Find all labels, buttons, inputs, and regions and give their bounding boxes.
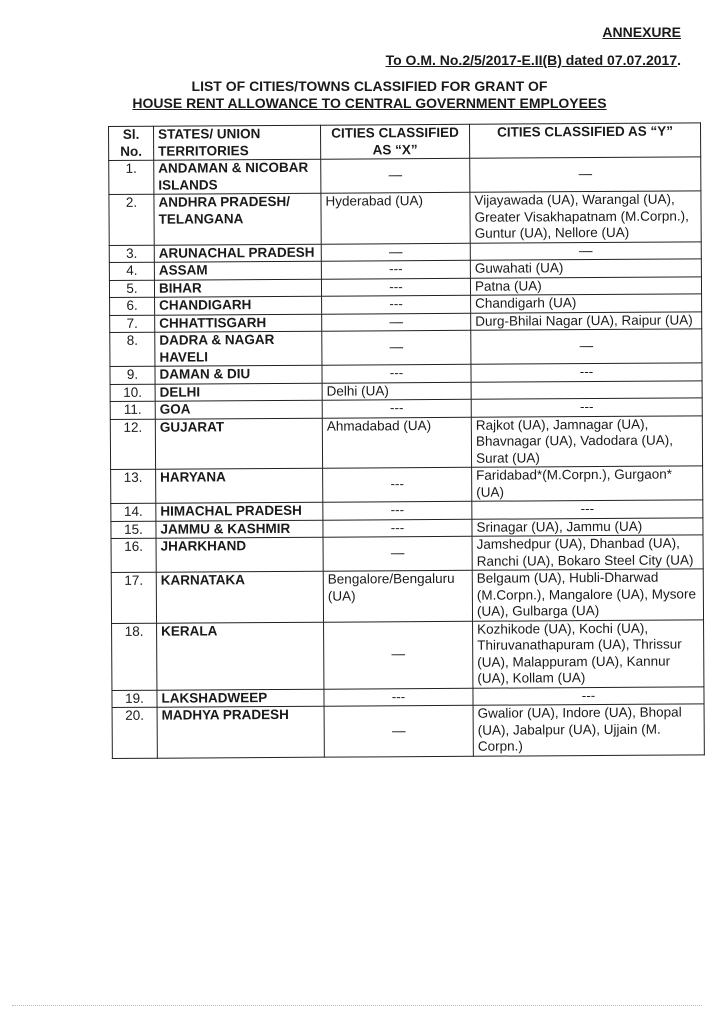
- row-cities-y: Durg-Bhilai Nagar (UA), Raipur (UA): [471, 311, 702, 330]
- row-cities-x: ---: [324, 688, 473, 706]
- row-state: ARUNACHAL PRADESH: [154, 244, 321, 263]
- table-row: [112, 704, 704, 758]
- annexure-label: ANNEXURE: [602, 24, 681, 40]
- reference-line: To O.M. No.2/5/2017-E.II(B) dated 07.07.2017.: [385, 52, 681, 68]
- row-state: LAKSHADWEEP: [157, 689, 324, 708]
- row-sl-no: 6.: [110, 297, 155, 315]
- row-state: ANDHRA PRADESH/ TELANGANA: [154, 193, 321, 245]
- row-sl-no: 8.: [110, 332, 155, 366]
- document-title: [10, 78, 719, 112]
- table-row: [111, 569, 703, 623]
- row-sl-no: 20.: [112, 707, 157, 758]
- row-cities-x: —: [324, 705, 473, 756]
- header-sl-no: Sl. No.: [109, 126, 154, 160]
- row-cities-y: Jamshedpur (UA), Dhanbad (UA), Ranchi (UA), Bokaro Steel City (UA): [472, 535, 703, 570]
- table-row: [110, 329, 702, 367]
- row-sl-no: 17.: [111, 572, 156, 623]
- row-state: CHHATTISGARH: [155, 314, 322, 333]
- table-row: [111, 535, 703, 573]
- table-row: [109, 157, 701, 195]
- row-cities-x: Hyderabad (UA): [321, 192, 470, 243]
- title-line-1: LIST OF CITIES/TOWNS CLASSIFIED FOR GRANT OF: [191, 78, 548, 94]
- row-cities-x: ---: [322, 364, 471, 382]
- row-cities-y: Vijayawada (UA), Warangal (UA), Greater Visakhapatnam (M.Corpn.), Guntur (UA), Nellore (UA): [470, 191, 701, 243]
- row-sl-no: 7.: [110, 315, 155, 333]
- row-cities-y: Belgaum (UA), Hubli-Dharwad (M.Corpn.), Mangalore (UA), Mysore (UA), Gulbarga (UA): [472, 569, 703, 621]
- title-line-2: HOUSE RENT ALLOWANCE TO CENTRAL GOVERNMENT EMPLOYEES: [132, 95, 607, 111]
- row-state: HARYANA: [156, 468, 323, 503]
- row-state: DAMAN & DIU: [155, 365, 322, 384]
- row-cities-y: —: [470, 241, 701, 260]
- row-cities-y: Kozhikode (UA), Kochi (UA), Thiruvanathapuram (UA), Thrissur (UA), Malappuram (UA), Kannur (UA), Kollam (UA): [473, 619, 704, 687]
- row-cities-x: —: [321, 158, 470, 193]
- row-cities-y: ---: [473, 686, 704, 705]
- row-cities-x: —: [323, 536, 472, 571]
- row-sl-no: 10.: [110, 384, 155, 402]
- reference-text: To O.M. No.2/5/2017-E.II(B) dated 07.07.2017: [385, 52, 678, 68]
- row-state: GOA: [155, 400, 322, 419]
- row-cities-x: ---: [322, 295, 471, 313]
- row-sl-no: 1.: [109, 160, 154, 194]
- row-sl-no: 11.: [110, 401, 155, 419]
- row-sl-no: 9.: [110, 366, 155, 384]
- row-cities-y: —: [470, 157, 701, 192]
- row-state: GUJARAT: [155, 418, 322, 470]
- row-state: BIHAR: [154, 279, 321, 298]
- row-state: ASSAM: [154, 261, 321, 280]
- hra-city-table: [108, 122, 705, 758]
- row-sl-no: 13.: [111, 469, 156, 503]
- table-row: [112, 619, 704, 690]
- table-row: [111, 466, 703, 504]
- row-cities-y: Rajkot (UA), Jamnagar (UA), Bhavnagar (UA), Vadodara (UA), Surat (UA): [471, 415, 702, 467]
- row-sl-no: 5.: [109, 280, 154, 298]
- row-sl-no: 19.: [112, 690, 157, 708]
- row-cities-y: Guwahati (UA): [470, 259, 701, 278]
- row-sl-no: 16.: [111, 538, 156, 572]
- table-header-row: [109, 123, 701, 161]
- row-cities-y: Patna (UA): [470, 276, 701, 295]
- row-cities-x: Delhi (UA): [322, 382, 471, 400]
- row-cities-x: Ahmadabad (UA): [322, 417, 471, 468]
- row-cities-y: Gwalior (UA), Indore (UA), Bhopal (UA), Jabalpur (UA), Ujjain (M. Corpn.): [473, 704, 704, 756]
- row-state: ANDAMAN & NICOBAR ISLANDS: [154, 159, 321, 194]
- row-cities-x: ---: [323, 467, 472, 502]
- row-cities-x: ---: [323, 501, 472, 519]
- header-states: STATES/ UNION TERRITORIES: [154, 125, 321, 160]
- row-sl-no: 3.: [109, 245, 154, 263]
- row-cities-y: Faridabad*(M.Corpn.), Gurgaon*(UA): [472, 466, 703, 501]
- row-state: MADHYA PRADESH: [157, 706, 324, 758]
- row-cities-y: [471, 380, 702, 399]
- row-state: CHANDIGARH: [155, 296, 322, 315]
- row-state: HIMACHAL PRADESH: [156, 502, 323, 521]
- row-sl-no: 4.: [109, 262, 154, 280]
- row-state: JAMMU & KASHMIR: [156, 520, 323, 539]
- row-state: DADRA & NAGAR HAVELI: [155, 331, 322, 366]
- row-cities-x: ---: [323, 519, 472, 537]
- row-cities-y: ---: [471, 363, 702, 382]
- row-cities-y: —: [471, 329, 702, 364]
- table-row: [110, 415, 702, 469]
- row-cities-y: ---: [471, 398, 702, 417]
- row-cities-x: —: [322, 313, 471, 331]
- row-cities-x: —: [322, 330, 471, 365]
- header-cities-x: CITIES CLASSIFIED AS “X”: [320, 124, 469, 159]
- row-cities-x: Bengalore/Bengaluru (UA): [323, 570, 472, 621]
- row-sl-no: 15.: [111, 521, 156, 539]
- row-sl-no: 14.: [111, 503, 156, 521]
- hra-table-wrapper: [108, 122, 698, 758]
- row-cities-y: Srinagar (UA), Jammu (UA): [472, 517, 703, 536]
- row-cities-y: Chandigarh (UA): [471, 294, 702, 313]
- row-sl-no: 12.: [110, 419, 155, 470]
- table-row: [109, 191, 701, 245]
- row-cities-x: ---: [322, 399, 471, 417]
- header-cities-y: CITIES CLASSIFIED AS “Y”: [469, 123, 700, 158]
- row-state: KERALA: [157, 622, 324, 690]
- row-cities-x: —: [321, 243, 470, 261]
- row-sl-no: 2.: [109, 194, 154, 245]
- row-cities-y: ---: [472, 500, 703, 519]
- table-body: [109, 157, 705, 758]
- row-cities-x: ---: [321, 260, 470, 278]
- row-sl-no: 18.: [112, 623, 157, 690]
- row-state: DELHI: [155, 383, 322, 402]
- row-cities-x: —: [324, 621, 473, 689]
- row-state: JHARKHAND: [156, 537, 323, 572]
- row-cities-x: ---: [321, 278, 470, 296]
- page-bottom-edge: [12, 1005, 702, 1007]
- row-state: KARNATAKA: [156, 571, 323, 623]
